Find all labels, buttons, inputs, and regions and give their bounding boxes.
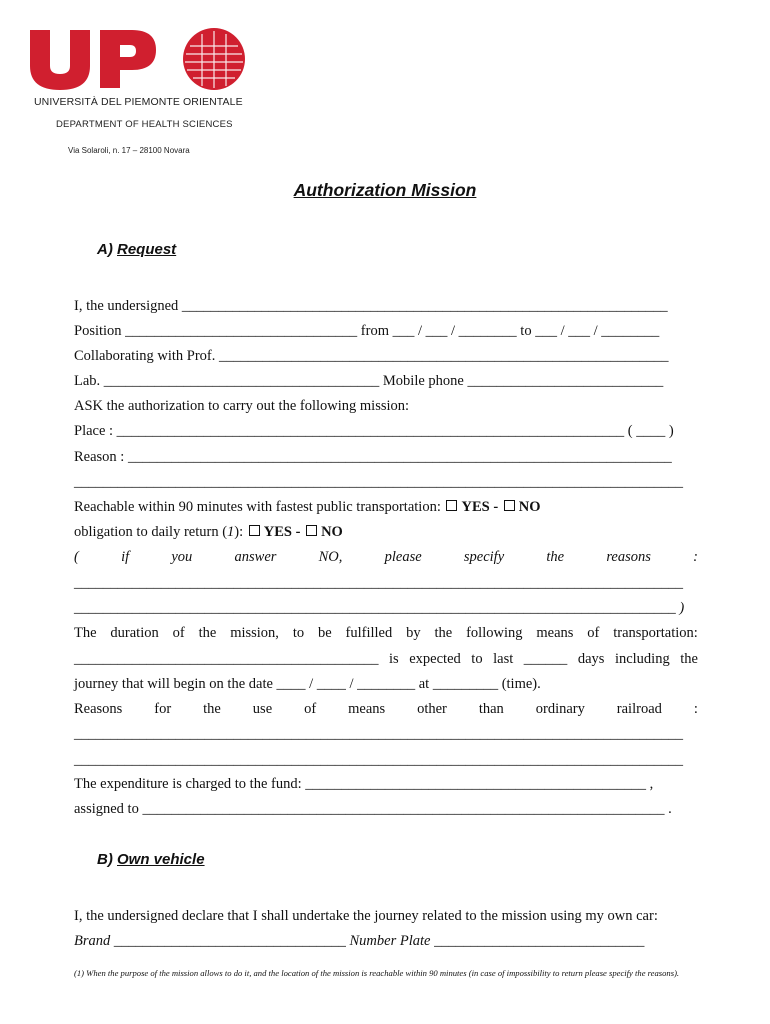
- fund-field[interactable]: The expenditure is charged to the fund: _______________________________________________ ,: [74, 776, 654, 792]
- reachable-yes-checkbox[interactable]: [446, 500, 457, 511]
- upo-logo: [30, 28, 248, 90]
- journey-date-field[interactable]: journey that will begin on the date ____ / ____ / ________ at _________ (time).: [74, 676, 541, 692]
- section-b-heading: [97, 851, 205, 868]
- specify-blank-line-2[interactable]: ___________________________________________________________________________________ ): [74, 600, 685, 616]
- department-address: Via Solaroli, n. 17 – 28100 Novara: [68, 146, 190, 155]
- transport-duration-field[interactable]: __________________________________________ is expected to last ______ days including the: [74, 651, 698, 667]
- section-letter: B): [97, 851, 113, 868]
- daily-return-question: obligation to daily return (1): YES - NO: [74, 524, 343, 540]
- ask-statement: ASK the authorization to carry out the following mission:: [74, 398, 410, 414]
- section-a-heading: [97, 241, 176, 258]
- section-letter: A): [97, 241, 113, 258]
- place-field[interactable]: Place : ______________________________________________________________________ ( ____ ): [74, 423, 674, 439]
- document-title: Authorization Mission: [293, 180, 477, 200]
- university-name: UNIVERSITÀ DEL PIEMONTE ORIENTALE: [34, 96, 243, 108]
- reachable-no-checkbox[interactable]: [504, 500, 515, 511]
- specify-reasons-line: ( if you answer NO, please specify the reasons :: [74, 549, 698, 565]
- reasons-blank-line-1[interactable]: ____________________________________________________________________________________: [74, 726, 683, 742]
- footnote: (1) When the purpose of the mission allows to do it, and the location of the mission is reachable within 90 minutes (in case of impossibility to return please specify the reasons).: [74, 968, 680, 978]
- specify-blank-line-1[interactable]: ____________________________________________________________________________________: [74, 575, 683, 591]
- reason-field[interactable]: Reason : ___________________________________________________________________________: [74, 449, 672, 465]
- brand-field[interactable]: ________________________________: [110, 933, 350, 949]
- duration-statement: The duration of the mission, to be fulfilled by the following means of transportation:: [74, 625, 698, 641]
- collaborating-field[interactable]: Collaborating with Prof. ______________________________________________________________: [74, 348, 669, 364]
- reasons-other-means-line: Reasons for the use of means other than ordinary railroad :: [74, 701, 698, 717]
- plate-label: Number Plate: [349, 933, 431, 949]
- undersigned-field[interactable]: I, the undersigned ___________________________________________________________________: [74, 298, 668, 314]
- reasons-blank-line-2[interactable]: ____________________________________________________________________________________: [74, 752, 683, 768]
- reason-blank-line[interactable]: ____________________________________________________________________________________: [74, 474, 683, 490]
- section-label: Request: [117, 241, 177, 258]
- daily-return-no-checkbox[interactable]: [306, 525, 317, 536]
- assigned-field[interactable]: assigned to ________________________________________________________________________ .: [74, 801, 672, 817]
- brand-label: Brand: [74, 933, 111, 949]
- reachable-question: Reachable within 90 minutes with fastest public transportation: YES - NO: [74, 499, 541, 515]
- plate-field[interactable]: _____________________________: [430, 933, 645, 949]
- own-car-declaration: I, the undersigned declare that I shall undertake the journey related to the mission using my own car:: [74, 908, 658, 924]
- lab-phone-field[interactable]: Lab. ______________________________________ Mobile phone ___________________________: [74, 373, 664, 389]
- department-name: DEPARTMENT OF HEALTH SCIENCES: [56, 119, 233, 130]
- daily-return-yes-checkbox[interactable]: [249, 525, 260, 536]
- section-label: Own vehicle: [117, 851, 205, 868]
- brand-plate-line[interactable]: [74, 932, 698, 950]
- position-field[interactable]: Position ________________________________ from ___ / ___ / ________ to ___ / ___ / ________: [74, 323, 660, 339]
